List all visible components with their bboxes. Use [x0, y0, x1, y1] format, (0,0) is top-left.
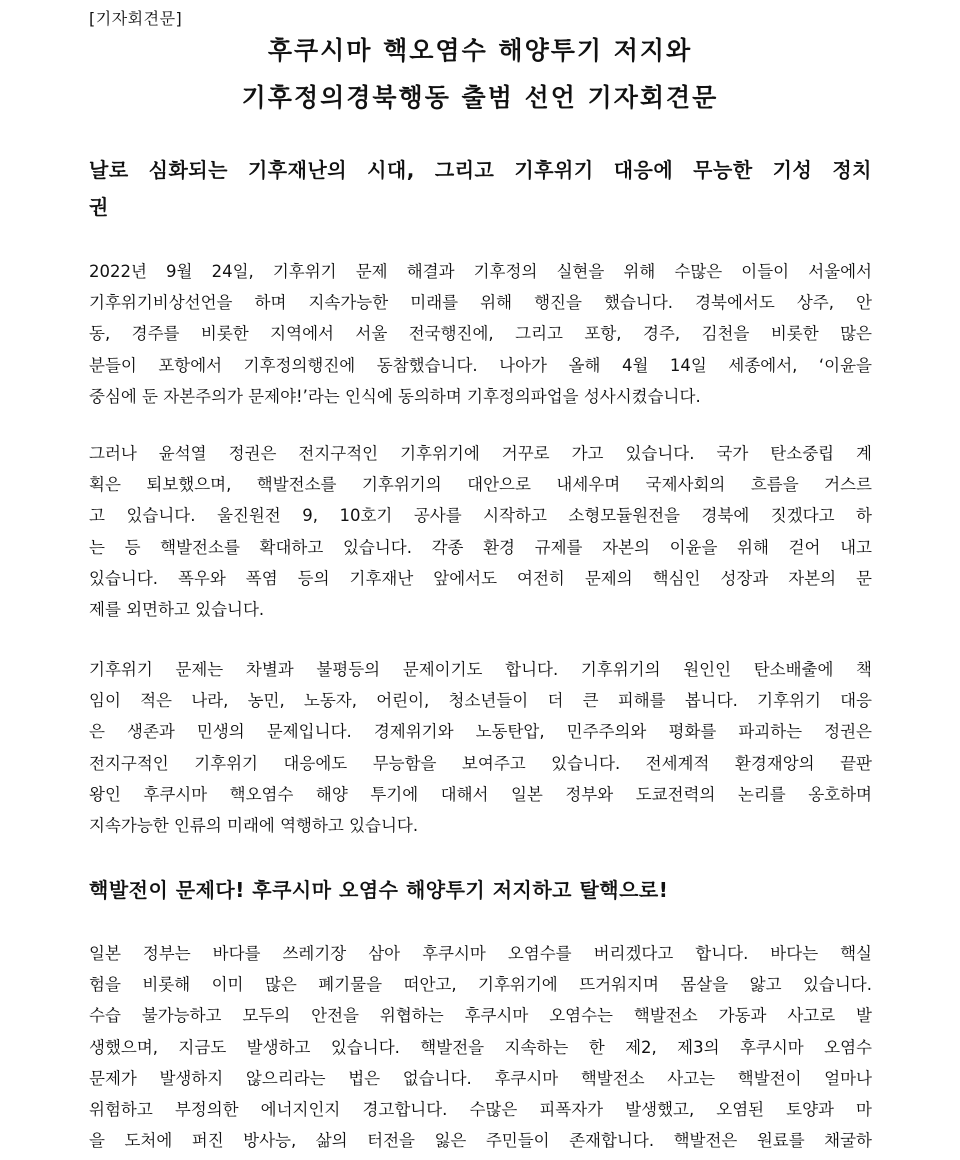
text-line: 위험하고 부정의한 에너지인지 경고합니다. 수많은 피폭자가 발생했고, 오염된 토양과 마 — [89, 1100, 872, 1120]
text-line: 수습 불가능하고 모두의 안전을 위협하는 후쿠시마 오염수는 핵발전소 가동과 사고로 발 — [89, 1006, 872, 1026]
text-line: 제를 외면하고 있습니다. — [89, 600, 265, 620]
section-1-heading — [89, 152, 872, 226]
text-line: 중심에 둔 자본주의가 문제야!’라는 인식에 동의하며 기후정의파업을 성사시켰습니다. — [89, 386, 701, 406]
text-line: 기후위기 문제는 차별과 불평등의 문제이기도 합니다. 기후위기의 원인인 탄소배출에 책 — [89, 660, 872, 679]
text-line: 고 있습니다. 울진원전 9, 10호기 공사를 시작하고 소형모듈원전을 경북에 짓겠다고 하 — [89, 506, 872, 526]
text-line: 험을 비롯해 이미 많은 폐기물을 떠안고, 기후위기에 뜨거워지며 몸살을 앓고 있습니다. — [89, 975, 872, 995]
text-line: 지속가능한 인류의 미래에 역행하고 있습니다. — [89, 816, 419, 836]
text-line: 는 등 핵발전소를 확대하고 있습니다. 각종 환경 규제를 자본의 이윤을 위해 걷어 내고 — [89, 537, 872, 557]
text-line: 은 생존과 민생의 문제입니다. 경제위기와 노동탄압, 민주주의와 평화를 파괴하는 정권은 — [89, 722, 872, 742]
text-line: 을 도처에 퍼진 방사능, 삶의 터전을 잃은 주민들이 존재합니다. 핵발전은 원료를 채굴하 — [89, 1131, 872, 1151]
text-line: 획은 퇴보했으며, 핵발전소를 기후위기의 대안으로 내세우며 국제사회의 흐름을 거스르 — [89, 475, 872, 495]
text-line: 왕인 후쿠시마 핵오염수 해양 투기에 대해서 일본 정부와 도쿄전력의 논리를 옹호하며 — [89, 784, 872, 804]
text-line: 동, 경주를 비롯한 지역에서 서울 전국행진에, 그리고 포항, 경주, 김천을 비롯한 많은 — [89, 324, 872, 344]
title-line-1: 후쿠시마 핵오염수 해양투기 저지와 — [267, 36, 693, 65]
text-line: 분들이 포항에서 기후정의행진에 동참했습니다. 나아가 올해 4월 14일 세종에서, ‘이윤을 — [89, 355, 872, 375]
document-tag: [기자회견문] — [89, 9, 183, 28]
text-line: 문제가 발생하지 않으리라는 법은 없습니다. 후쿠시마 핵발전소 사고는 핵발전이 얼마나 — [89, 1068, 872, 1088]
paragraph — [89, 256, 872, 412]
section-2-heading: 핵발전이 문제다! 후쿠시마 오염수 해양투기 저지하고 탈핵으로! — [89, 878, 669, 902]
paragraph — [89, 438, 872, 625]
paragraph — [89, 654, 872, 841]
text-line: 생했으며, 지금도 발생하고 있습니다. 핵발전을 지속하는 한 제2, 제3의 후쿠시마 오염수 — [89, 1037, 872, 1057]
text-line: 있습니다. 폭우와 폭염 등의 기후재난 앞에서도 여전히 문제의 핵심인 성장과 자본의 문 — [89, 568, 872, 588]
text-line: 전지구적인 기후위기 대응에도 무능함을 보여주고 있습니다. 전세계적 환경재앙의 끝판 — [89, 753, 872, 773]
text-line: 임이 적은 나라, 농민, 노동자, 어린이, 청소년들이 더 큰 피해를 봅니다. 기후위기 대응 — [89, 691, 872, 711]
section-1-heading-line: 권 — [89, 195, 109, 219]
paragraph — [89, 938, 872, 1156]
text-line: 2022년 9월 24일, 기후위기 문제 해결과 기후정의 실현을 위해 수많은 이들이 서울에서 — [89, 262, 872, 281]
text-line: 기후위기비상선언을 하며 지속가능한 미래를 위해 행진을 했습니다. 경북에서도 상주, 안 — [89, 293, 872, 313]
section-1-heading-line: 날로 심화되는 기후재난의 시대, 그리고 기후위기 대응에 무능한 기성 정치 — [89, 158, 872, 182]
text-line: 그러나 윤석열 정권은 전지구적인 기후위기에 거꾸로 가고 있습니다. 국가 탄소중립 계 — [89, 444, 872, 463]
text-line: 일본 정부는 바다를 쓰레기장 삼아 후쿠시마 오염수를 버리겠다고 합니다. 바다는 핵실 — [89, 944, 872, 963]
title-line-2: 기후정의경북행동 출범 선언 기자회견문 — [241, 83, 719, 112]
